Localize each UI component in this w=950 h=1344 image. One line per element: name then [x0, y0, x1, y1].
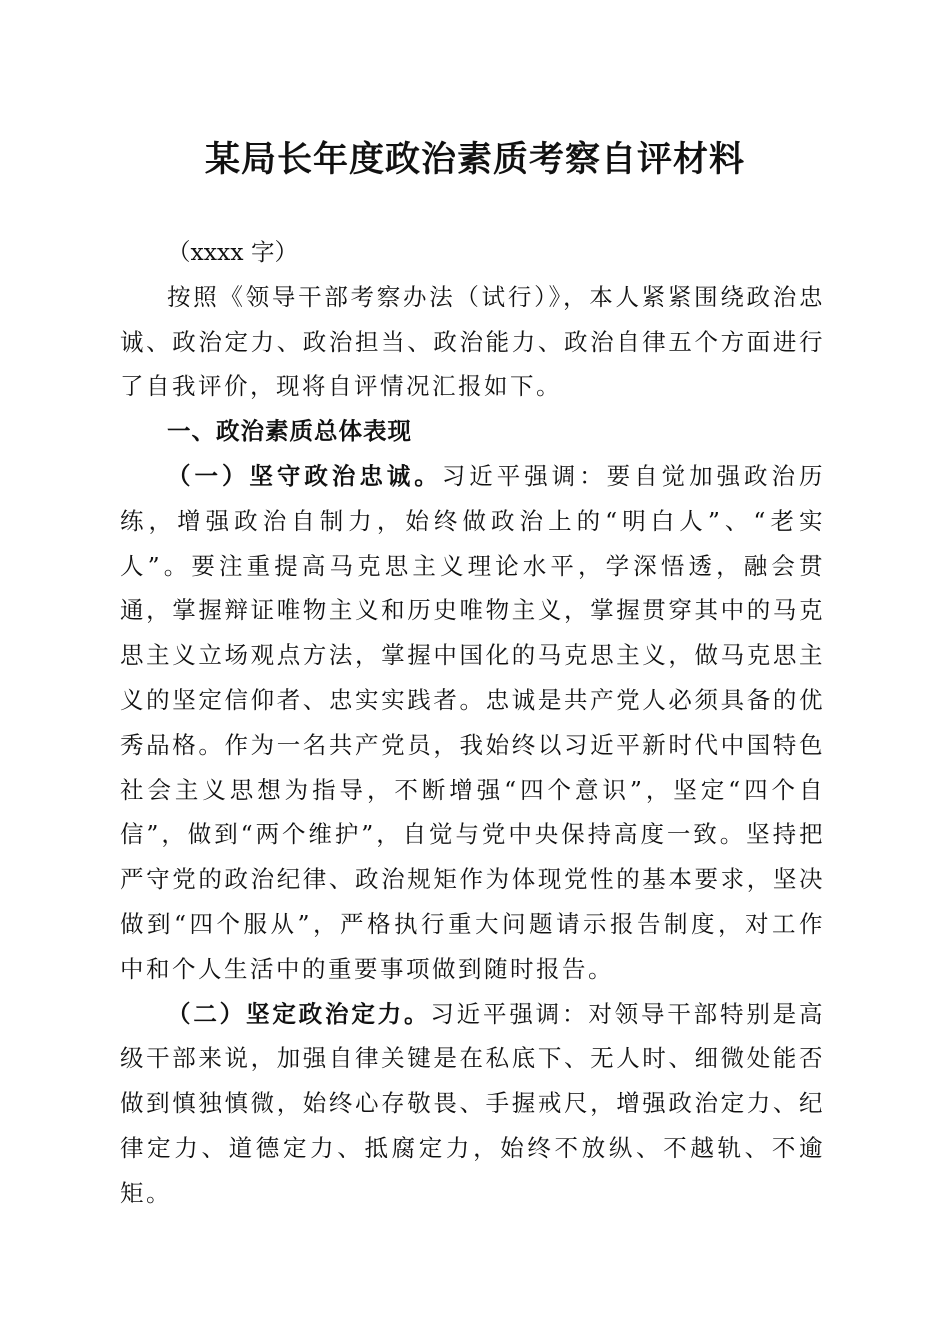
- subsection-label-2: （二）坚定政治定力。: [167, 999, 431, 1028]
- subsection-paragraph-1: [120, 454, 825, 992]
- subsection-paragraph-2: [120, 992, 825, 1216]
- document-body: [120, 230, 825, 1216]
- subsection-text-2: 习近平强调：对领导干部特别是高级干部来说，加强自律关键是在私底下、无人时、细微处能否做到慎独慎微，始终心存敬畏、手握戒尺，增强政治定力、纪律定力、道德定力、抵腐定力，始终不放纵、不越轨、不逾矩。: [120, 999, 826, 1207]
- intro-paragraph: 按照《领导干部考察办法（试行）》，本人紧紧围绕政治忠诚、政治定力、政治担当、政治能力、政治自律五个方面进行了自我评价，现将自评情况汇报如下。: [120, 282, 825, 401]
- word-count: （xxxx 字）: [167, 238, 298, 266]
- section-heading-1: 一、政治素质总体表现: [167, 417, 412, 446]
- subsection-text-1: 习近平强调：要自觉加强政治历练，增强政治自制力，始终做政治上的“明白人”、“老实人”。要注重提高马克思主义理论水平，学深悟透，融会贯通，掌握辩证唯物主义和历史唯物主义，掌握贯穿其中的马克思主义立场观点方法，掌握中国化的马克思主义，做马克思主义的坚定信仰者、忠实实践者。忠诚是共产党人必须具备的优秀品格。作为一名共产党员，我始终以习近平新时代中国特色社会主义思想为指导，不断增强“四个意识”，坚定“四个自信”，做到“两个维护”，自觉与党中央保持高度一致。坚持把严守党的政治纪律、政治规矩作为体现党性的基本要求，坚决做到“四个服从”，严格执行重大问题请示报告制度，对工作中和个人生活中的重要事项做到随时报告。: [120, 461, 826, 983]
- subsection-label-1: （一）坚守政治忠诚。: [167, 461, 442, 490]
- document-title: 某局长年度政治素质考察自评材料: [204, 139, 745, 180]
